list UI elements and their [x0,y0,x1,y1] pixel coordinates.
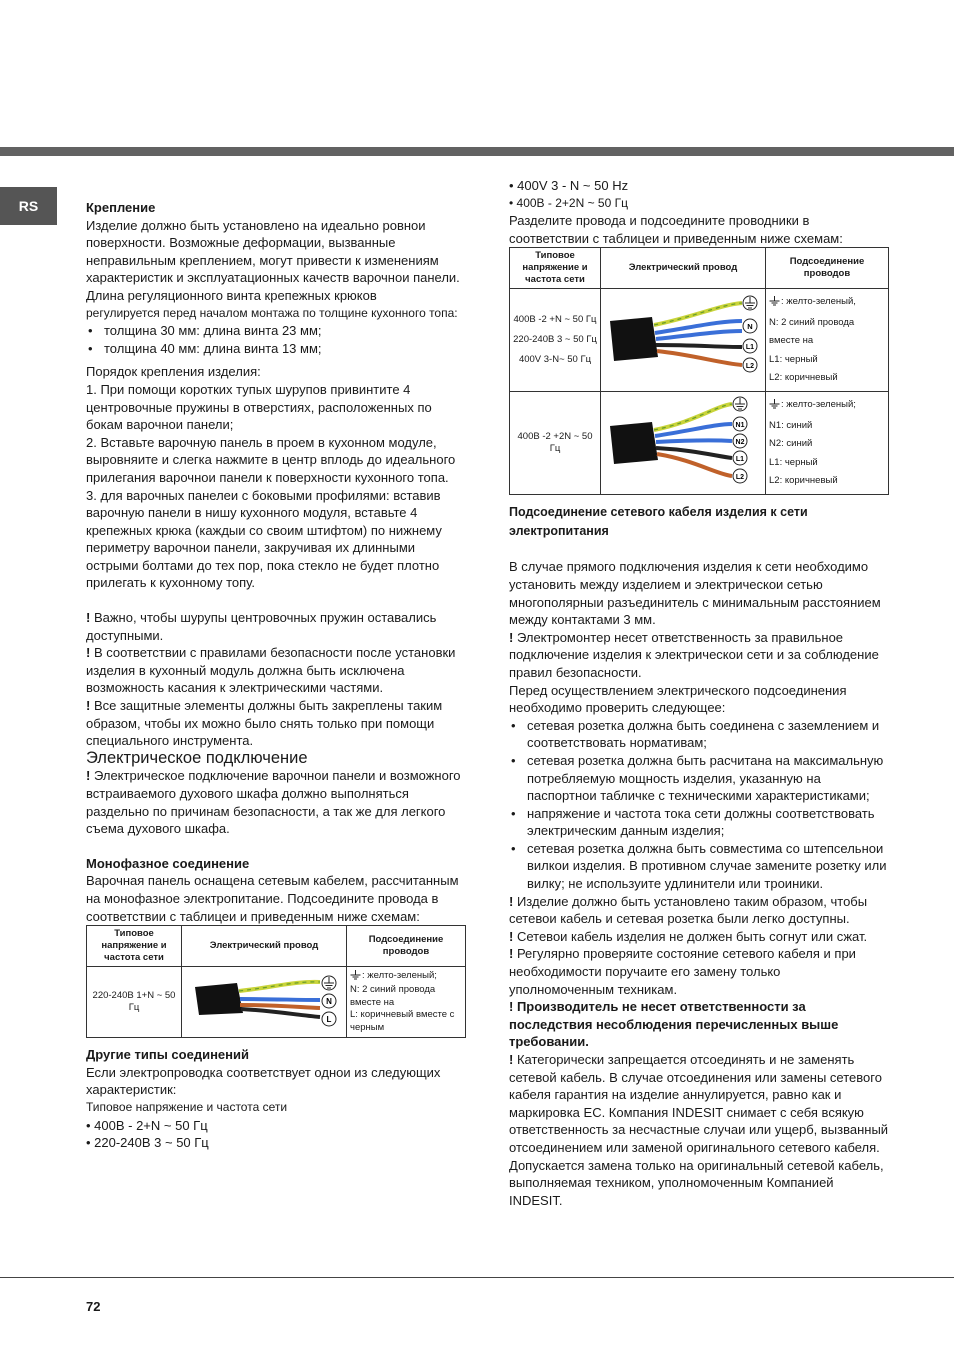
connection-text: В случае прямого подключения изделия к сети необходимо установить между изделием и электрическои сетью многополярныи разъединитель с минимальным расстоянием между контактами 3 мм. [509,559,881,628]
step-2: 2. Вставьте варочную панель в проем в кухонном модуле, выровняите и слегка нажмите в центр вплодь до идеального прилегания варочнои панели к поверхности кухонного топа. [86,434,456,485]
other-title: Другие типы соединений [86,1047,249,1063]
terminal-label: N1 [735,422,745,430]
voltage-cell: 220-240В 1+N ~ 50 Гц [87,967,182,1038]
electrical-title: Электрическое подключение [86,748,308,767]
list-item: • 400В - 2+2N ~ 50 Гц [509,195,628,210]
left-column [86,199,466,1152]
terminal-label: L1 [745,344,755,352]
warning-e: ! Категорически запрещается отсоединять и не заменять сетевой кабель. В случае отсоединения или замены сетевого кабеля гарантия на изделие аннулируется, равно как и маркировка ЕС. Компания INDESIT снимает с себя всякую ответственность за несчастные случаи или ущерб, вызванный отсоединением или заменой оригинального сетевого кабеля. Допускается замена только на оригинальный сетевой кабель, выполняемая техником, уполномоченным Компанией INDESIT. [509,1052,889,1208]
other-subtitle: Типовое напряжение и частота сети [86,1099,288,1114]
voltage-cell: 400В -2 +2N ~ 50 Гц [510,392,601,495]
check-list [509,717,889,893]
warning-mark: ! [86,698,91,714]
mono-text: Варочная панель оснащена сетевым кабелем, рассчитанным на монофазное электропитание. Подсоедините провода в соответствии с таблицеи и приведенным ниже схемам: [86,873,459,924]
terminal-label: L [326,1015,332,1025]
connection-cell: : желто-зеленый; N: 2 синий провода вместе на L: коричневый вместе с черным [347,967,466,1038]
connection-cell: : желто-зеленый, N: 2 синий провода вместе на L1: черный L2: коричневый [766,289,889,392]
list-item: • 400V 3 - N ~ 50 Hz [509,178,629,193]
voltage-cell: 400В -2 +N ~ 50 Гц 220-240В 3 ~ 50 Гц 400V 3-N~ 50 Гц [510,289,601,392]
page-number: 72 [86,1299,101,1314]
warning-electrician: ! Электромонтер несет ответственность за правильное подключение изделия к электрическои сети и за соблюдение правил безопасности. [509,629,879,680]
warning-2: ! В соответствии с правилами безопасности после установки изделия в кухонный модуль должна быть исключена возможность касания к электрическими частями. [86,645,456,696]
terminal-label: L2 [735,474,745,482]
mount-text: Изделие должно быть установлено на идеально ровнои поверхности. Возможные деформации, вызванные неправильным креплением, могут привести к изменениям характеристик и эксплуатационных качеств варочнои панели. Длина регуляционного винта крепежных крюков [86,217,460,303]
warning-1: ! Важно, чтобы шурупы центровочных пружин оставались доступными. [86,610,437,643]
ground-icon [350,970,361,985]
other-text: Если электропроводка соответствует однои из следующих характеристик: [86,1064,441,1098]
step-3: 3. для варочных панелеи с боковыми профилями: вставив варочную панели в нишу кухонного модуля, вставьте 4 крепежных крюка (каждыи со своим штифтом) по нижнему периметру варочнои панели, закручивая их длинными острыми болтами до тех пор, пока стекло не будет плотно прилегать к кухонному топу. [86,487,442,591]
terminal-label: N2 [735,439,745,447]
mono-title: Монофазное соединение [86,855,250,871]
warning-3: ! Все защитные элементы должны быть закреплены таким образом, чтобы их можно было снять только при помощи специального инструмента. [86,698,443,749]
connection-cell: : желто-зеленый; N1: синий N2: синий L1: черный L2: коричневый [766,392,889,495]
table-header: Электрический провод [182,926,347,967]
wire-diagram [182,967,347,1038]
list-item: • сетевая розетка должна быть совместима со штепсельнои вилкои изделия. В противном случае замените розетку или вилку; не используите удлинители или троиники. [509,840,889,893]
list-item: • толщина 30 мм: длина винта 23 мм; [86,322,466,340]
warning-mark: ! [509,629,514,645]
wire-diagram [601,392,766,495]
warning-mark: ! [509,893,514,909]
mono-wiring-table [86,925,466,1038]
ground-icon [769,398,780,417]
terminal-label: L2 [745,363,755,371]
list-item: • сетевая розетка должна быть расчитана на максимальную потребляемую мощность изделия, указанную на паспортнои табличке с техническими характеристиками; [509,752,889,805]
warning-c: ! Регулярно проверяите состояние сетевого кабеля и при необходимости поручаите его замену только уполномоченным техникам. [509,946,856,997]
before-text: Перед осуществлением электрического подсоединения необходимо проверить следующее: [509,682,847,716]
bottom-rule [0,1277,954,1278]
terminal-label: L1 [735,456,745,464]
intro-text: Разделите провода и подсоедините проводники в соответствии с таблицеи и приведенным ниже схемам: [509,213,843,246]
cable-illustration [604,394,762,488]
wire-diagram [601,289,766,392]
list-item: • 220-240В 3 ~ 50 Гц [86,1135,209,1151]
table-header: Электрический провод [601,248,766,289]
warning-mark: ! [509,928,514,944]
step-1: 1. При помощи коротких тупых шурупов привинтите 4 центровочные пружины в отверстиях, расположенных по бокам варочнои панели; [86,381,432,433]
connection-title: Подсоединение сетевого кабеля изделия к сети электропитания [509,505,808,539]
mount-title: Крепление [86,200,156,215]
order-title: Порядок крепления изделия: [86,364,261,380]
mount-text-2: регулируется перед началом монтажа по толщине кухонного топа: [86,305,458,320]
list-item: • толщина 40 мм: длина винта 13 мм; [86,340,466,358]
ground-icon [769,295,780,314]
warning-mark: ! [509,1052,514,1067]
electrical-text: ! Электрическое подключение варочнои панели и возможного встраиваемого духового шкафа должно выполняться раздельно по причинам безопасности, а так же для легкого съема духового шкафа. [86,768,461,837]
top-rule [0,147,954,156]
cable-illustration [604,291,762,385]
terminal-label: N [747,322,753,332]
list-item: • напряжение и частота тока сети должны соответствовать электрическим данным изделия; [509,805,889,840]
table-header: Подсоединение проводов [766,248,889,289]
warning-b: ! Сетевои кабель изделия не должен быть согнут или сжат. [509,928,868,944]
right-column [509,177,889,1209]
warning-mark: ! [86,768,91,784]
terminal-label: N [326,997,332,1007]
list-item: • 400В - 2+N ~ 50 Гц [86,1117,208,1133]
warning-mark: ! [509,946,514,962]
list-item: • сетевая розетка должна быть соединена с заземлением и соответствовать нормативам; [509,717,889,752]
warning-mark: ! [86,610,91,626]
cable-illustration [185,969,343,1031]
three-phase-wiring-table [509,247,889,495]
language-tab: RS [0,187,57,225]
warning-mark: ! [509,999,514,1015]
warning-d: ! Производитель не несет ответственности за последствия несоблюдения перечисленных выше требовании. [509,999,839,1050]
warning-a: ! Изделие должно быть установлено таким образом, чтобы сетевои кабель и сетевая розетка были легко доступны. [509,893,868,927]
warning-mark: ! [86,645,91,661]
table-header: Типовое напряжение и частота сети [510,248,601,289]
table-header: Типовое напряжение и частота сети [87,926,182,967]
table-header: Подсоединение проводов [347,926,466,967]
mount-bullets [86,322,466,357]
